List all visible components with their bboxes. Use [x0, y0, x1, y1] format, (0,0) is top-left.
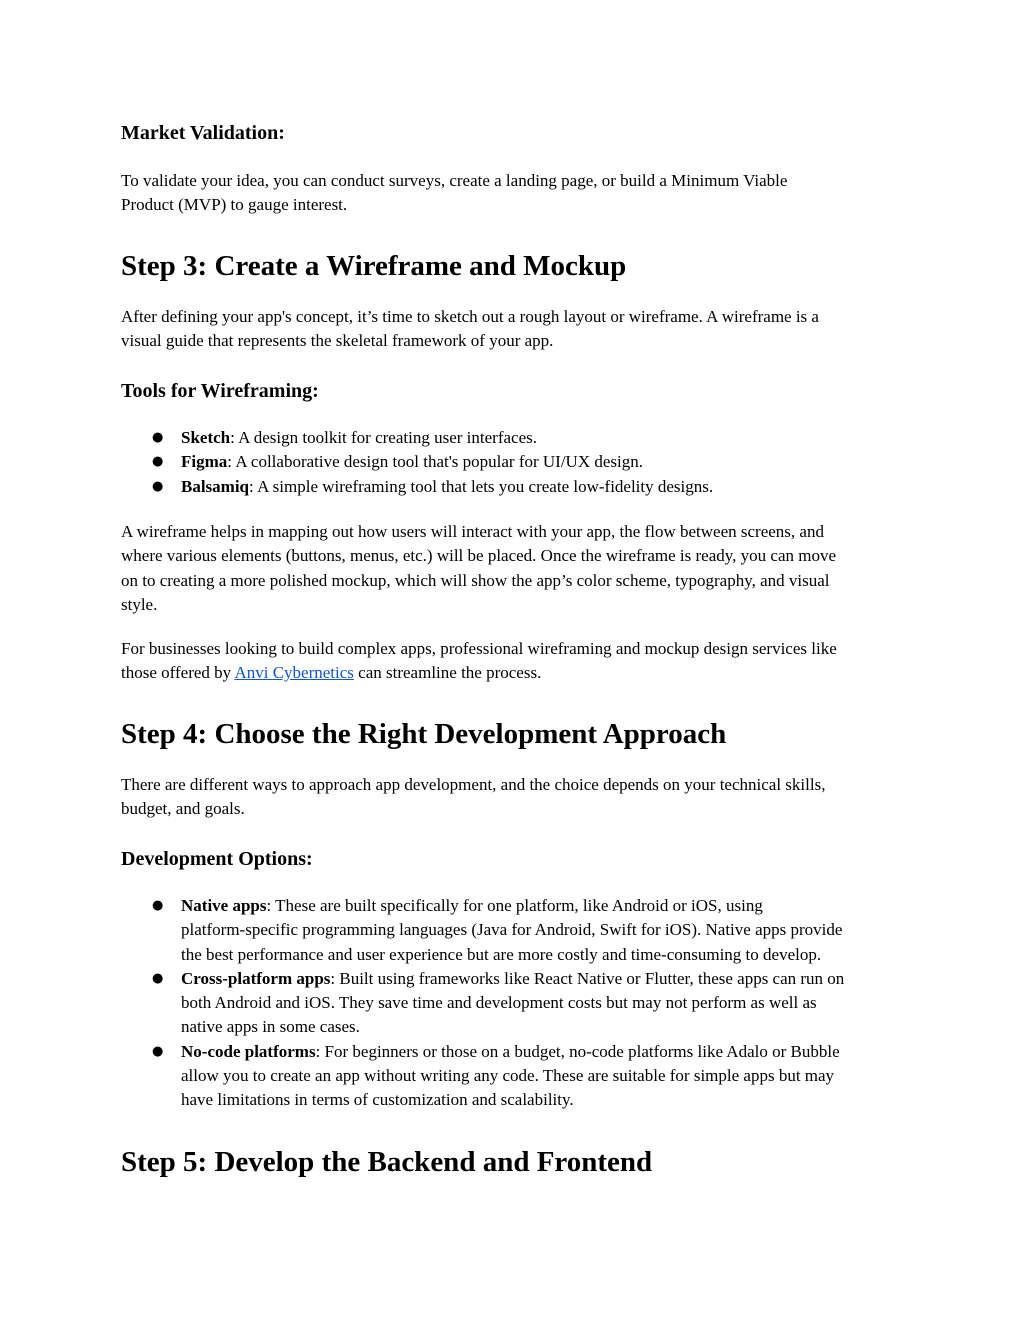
- bullet-icon: ●: [152, 898, 164, 913]
- paragraph-line: visual guide that represents the skeletal framework of your app.: [121, 331, 554, 351]
- option-name: No-code platforms: [181, 1041, 316, 1061]
- wireframe-paragraph: [121, 520, 911, 617]
- list-item: [121, 475, 911, 499]
- option-name: Native apps: [181, 896, 267, 915]
- paragraph-line: where various elements (buttons, menus, etc.) will be placed. Once the wireframe is ready, you can move: [121, 546, 837, 566]
- tool-name: Sketch: [181, 428, 231, 447]
- tool-description: : A simple wireframing tool that lets you create low-fidelity designs.: [249, 476, 714, 496]
- paragraph-text: can streamline the process.: [353, 663, 542, 683]
- option-description: : For beginners or those on a budget, no-code platforms like Adalo or Bubble: [315, 1041, 840, 1061]
- step4-heading: Step 4: Choose the Right Development Approach: [121, 718, 727, 750]
- bullet-icon: ●: [152, 454, 164, 470]
- list-item: [121, 426, 911, 450]
- step4-intro-paragraph: [121, 773, 911, 822]
- paragraph-line: To validate your idea, you can conduct surveys, create a landing page, or build a Minimum Viable: [121, 171, 788, 190]
- bullet-icon: ●: [152, 430, 164, 445]
- option-description: native apps in some cases.: [181, 1017, 360, 1037]
- paragraph-line: [121, 661, 911, 685]
- option-name: Cross-platform apps: [181, 968, 331, 988]
- bullet-icon: ●: [152, 1043, 164, 1059]
- paragraph-line: style.: [121, 594, 158, 614]
- market-validation-heading: Market Validation:: [121, 122, 285, 144]
- tools-heading: Tools for Wireframing:: [121, 380, 319, 402]
- anvi-cybernetics-link[interactable]: Anvi Cybernetics: [234, 663, 354, 683]
- paragraph-line: on to creating a more polished mockup, which will show the app’s color scheme, typography, and visual: [121, 570, 830, 590]
- tool-description: : A collaborative design tool that's popular for UI/UX design.: [227, 452, 643, 472]
- paragraph-line: There are different ways to approach app development, and the choice depends on your technical skills,: [121, 775, 826, 794]
- tool-name: Figma: [181, 452, 228, 472]
- list-item: [121, 894, 911, 967]
- tool-description: : A design toolkit for creating user interfaces.: [230, 428, 537, 447]
- list-item: [121, 450, 911, 474]
- bullet-icon: ●: [152, 970, 164, 986]
- step3-intro-paragraph: [121, 305, 911, 354]
- paragraph-line: After defining your app's concept, it’s time to sketch out a rough layout or wireframe. A wireframe is a: [121, 307, 819, 326]
- option-description: platform-specific programming languages (Java for Android, Swift for iOS). Native apps provide: [181, 920, 843, 940]
- list-item: [121, 1040, 911, 1113]
- paragraph-text: those offered by: [121, 663, 235, 683]
- bullet-icon: ●: [152, 478, 164, 494]
- option-description: have limitations in terms of customization and scalability.: [181, 1090, 574, 1110]
- paragraph-line: budget, and goals.: [121, 799, 245, 819]
- development-options-heading: Development Options:: [121, 848, 313, 870]
- step5-heading: Step 5: Develop the Backend and Frontend: [121, 1146, 653, 1178]
- list-item: [121, 967, 911, 1040]
- market-validation-paragraph: [121, 169, 911, 218]
- development-options-list: [121, 894, 911, 1113]
- step3-heading: Step 3: Create a Wireframe and Mockup: [121, 250, 627, 282]
- business-paragraph: [121, 637, 911, 686]
- option-description: allow you to create an app without writing any code. These are suitable for simple apps but may: [181, 1066, 835, 1086]
- paragraph-line: A wireframe helps in mapping out how users will interact with your app, the flow between screens, and: [121, 522, 824, 541]
- paragraph-line: Product (MVP) to gauge interest.: [121, 195, 348, 215]
- tool-name: Balsamiq: [181, 476, 250, 496]
- option-description: both Android and iOS. They save time and development costs but may not perform as well as: [181, 993, 817, 1013]
- tools-list: [121, 426, 911, 499]
- option-description: : Built using frameworks like React Native or Flutter, these apps can run on: [330, 968, 845, 988]
- option-description: : These are built specifically for one platform, like Android or iOS, using: [266, 896, 763, 915]
- paragraph-line: For businesses looking to build complex apps, professional wireframing and mockup design services like: [121, 639, 837, 658]
- option-description: the best performance and user experience but are more costly and time-consuming to develop.: [181, 944, 822, 964]
